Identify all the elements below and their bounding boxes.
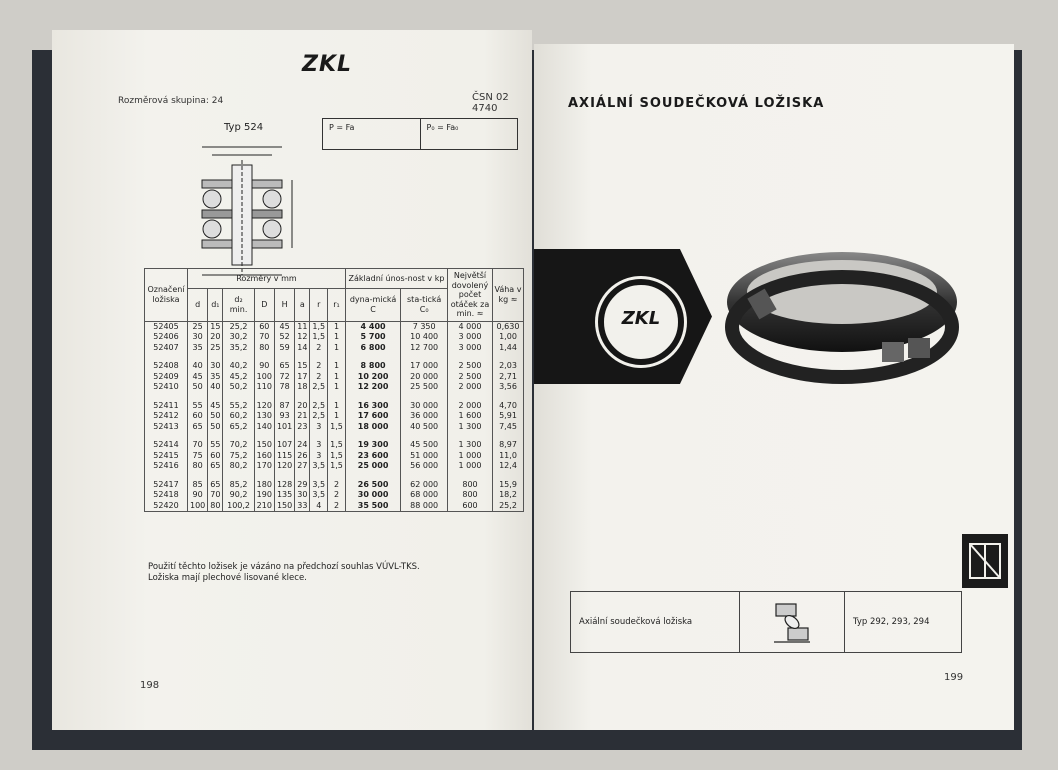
table-cell: 17 [295,372,310,383]
table-row [145,321,524,332]
table-cell: 52413 [145,422,188,433]
table-cell: 2,5 [310,382,328,393]
table-cell: 1,5 [310,321,328,332]
table-cell: 120 [274,461,294,472]
table-cell: 8,97 [493,440,524,451]
table-cell: 70,2 [223,440,254,451]
table-cell: 65 [208,480,223,491]
table-row [145,440,524,451]
header-static: sta-tická C₀ [401,288,448,321]
table-cell: 52420 [145,501,188,512]
table-row [145,332,524,343]
left-page [52,30,532,730]
table-row [145,343,524,354]
page-number-right: 199 [944,672,964,683]
formula-2: P₀ = Fa₀ [426,123,459,132]
table-cell: 52412 [145,411,188,422]
table-cell: 40,2 [223,361,254,372]
table-cell: 0,630 [493,321,524,332]
table-cell: 90,2 [223,490,254,501]
table-cell: 52416 [145,461,188,472]
table-cell: 52415 [145,451,188,462]
table-cell: 1 [328,401,346,412]
table-cell: 6 800 [345,343,400,354]
table-cell: 45 500 [401,440,448,451]
table-cell: 60 [208,451,223,462]
table-cell: 15,9 [493,480,524,491]
table-cell: 24 [295,440,310,451]
header-dynamic: dyna-mická C [345,288,400,321]
table-cell: 52405 [145,321,188,332]
table-cell: 18,2 [493,490,524,501]
table-cell: 88 000 [401,501,448,512]
table-row [145,461,524,472]
bearing-section-icon [772,600,812,644]
table-cell: 72 [274,372,294,383]
formula-box [322,118,518,150]
page-number-left: 198 [140,680,160,691]
table-cell: 40 [208,382,223,393]
table-cell: 65 [208,461,223,472]
table-cell: 3 000 [448,343,493,354]
table-cell: 3,5 [310,490,328,501]
table-row [145,411,524,422]
table-cell: 52409 [145,372,188,383]
table-cell: 20 000 [401,372,448,383]
table-cell: 30 000 [345,490,400,501]
table-cell: 70 [188,440,208,451]
table-cell: 1 [328,372,346,383]
table-cell: 70 [254,332,274,343]
table-cell: 1 [328,382,346,393]
table-cell: 25 [188,321,208,332]
header-d: d [188,288,208,321]
table-cell: 62 000 [401,480,448,491]
table-cell: 40 500 [401,422,448,433]
header-H: H [274,288,294,321]
table-cell: 2 [328,501,346,512]
table-cell: 2 000 [448,401,493,412]
type-label: Typ 524 [224,122,264,133]
table-cell: 4 [310,501,328,512]
table-cell: 3 [310,422,328,433]
table-cell: 93 [274,411,294,422]
table-cell: 25,2 [223,321,254,332]
table-row [145,372,524,383]
table-cell: 45 [188,372,208,383]
table-cell: 2,03 [493,361,524,372]
table-cell: 17 600 [345,411,400,422]
table-cell: 2,71 [493,372,524,383]
table-cell: 23 600 [345,451,400,462]
table-cell: 2 [310,361,328,372]
table-cell: 101 [274,422,294,433]
table-cell: 130 [254,411,274,422]
table-cell: 80 [188,461,208,472]
table-cell: 128 [274,480,294,491]
table-cell: 12,4 [493,461,524,472]
table-cell: 50,2 [223,382,254,393]
table-cell: 11 [295,321,310,332]
table-cell: 26 500 [345,480,400,491]
table-cell: 150 [274,501,294,512]
table-cell: 60 [188,411,208,422]
table-cell: 80 [208,501,223,512]
table-cell: 85 [188,480,208,491]
table-cell: 36 000 [401,411,448,422]
table-cell: 1 [328,411,346,422]
table-cell: 1,5 [328,440,346,451]
table-cell: 140 [254,422,274,433]
table-cell: 75,2 [223,451,254,462]
table-cell: 7 350 [401,321,448,332]
table-cell: 52418 [145,490,188,501]
table-cell: 180 [254,480,274,491]
table-cell: 100,2 [223,501,254,512]
table-cell: 160 [254,451,274,462]
table-cell: 15 [295,361,310,372]
table-cell: 52410 [145,382,188,393]
header-a: a [295,288,310,321]
table-cell: 4,70 [493,401,524,412]
table-cell: 65 [274,361,294,372]
table-cell: 87 [274,401,294,412]
table-cell: 800 [448,490,493,501]
table-cell: 75 [188,451,208,462]
table-cell: 30 [208,361,223,372]
table-cell: 33 [295,501,310,512]
brand-heading: ZKL [302,52,353,77]
table-cell: 107 [274,440,294,451]
table-cell: 3 [310,440,328,451]
table-cell: 56 000 [401,461,448,472]
table-cell: 17 000 [401,361,448,372]
table-cell: 25 000 [345,461,400,472]
table-cell: 1 [328,332,346,343]
table-cell: 21 [295,411,310,422]
legend-name: Axiální soudečková ložiska [571,592,740,652]
table-cell: 100 [188,501,208,512]
table-cell: 11,0 [493,451,524,462]
table-cell: 52411 [145,401,188,412]
table-cell: 210 [254,501,274,512]
table-cell: 14 [295,343,310,354]
header-weight: Váha v kg ≈ [493,269,524,322]
table-cell: 60 [254,321,274,332]
table-cell: 150 [254,440,274,451]
table-cell: 55 [188,401,208,412]
table-cell: 45,2 [223,372,254,383]
header-capacity: Základní únos-nost v kp [345,269,447,289]
bearing-cross-section-diagram [182,135,302,285]
table-cell: 80,2 [223,461,254,472]
table-cell: 90 [188,490,208,501]
table-cell: 5 700 [345,332,400,343]
table-cell: 190 [254,490,274,501]
table-cell: 1 [328,321,346,332]
table-cell: 1,00 [493,332,524,343]
table-cell: 1 300 [448,440,493,451]
header-designation: Označení ložiska [145,269,188,322]
table-cell: 3,5 [310,480,328,491]
table-cell: 68 000 [401,490,448,501]
table-cell: 3,56 [493,382,524,393]
header-dimensions: Rozměry v mm [188,269,346,289]
table-row [145,501,524,512]
header-r: r [310,288,328,321]
table-cell: 59 [274,343,294,354]
table-cell: 3 [310,451,328,462]
table-cell: 25 500 [401,382,448,393]
table-cell: 1 [328,361,346,372]
table-cell: 30 000 [401,401,448,412]
note-cages: Ložiska mají plechové lisované klece. [148,573,307,583]
table-cell: 10 400 [401,332,448,343]
table-cell: 20 [208,332,223,343]
table-cell: 78 [274,382,294,393]
table-cell: 1,5 [328,422,346,433]
table-cell: 2 500 [448,361,493,372]
zkl-logo: ZKL [598,279,684,365]
table-cell: 12 700 [401,343,448,354]
table-body [145,321,524,512]
table-cell: 35 [188,343,208,354]
table-cell: 3,5 [310,461,328,472]
right-page [534,44,1014,730]
table-cell: 29 [295,480,310,491]
table-cell: 1 600 [448,411,493,422]
table-cell: 600 [448,501,493,512]
table-cell: 2 [328,480,346,491]
table-cell: 23 [295,422,310,433]
table-cell: 55,2 [223,401,254,412]
table-cell: 50 [208,422,223,433]
table-cell: 2 [328,490,346,501]
table-cell: 45 [208,401,223,412]
legend-table [570,591,962,653]
table-cell: 70 [208,490,223,501]
formula-1: P = Fa [323,119,421,149]
table-row [145,382,524,393]
table-cell: 52407 [145,343,188,354]
standard-label: ČSN 02 4740 [472,92,509,114]
emblem-icon [962,534,1008,588]
table-cell: 12 200 [345,382,400,393]
table-row [145,451,524,462]
table-cell: 30 [295,490,310,501]
table-cell: 60,2 [223,411,254,422]
table-cell: 10 200 [345,372,400,383]
table-cell: 2 [310,372,328,383]
table-cell: 1,5 [310,332,328,343]
table-cell: 1 000 [448,461,493,472]
table-cell: 18 000 [345,422,400,433]
table-cell: 1,5 [328,461,346,472]
table-cell: 5,91 [493,411,524,422]
table-cell: 65 [188,422,208,433]
header-d1: d₁ [208,288,223,321]
table-cell: 1 [328,343,346,354]
section-title: AXIÁLNÍ SOUDEČKOVÁ LOŽISKA [568,96,825,111]
table-cell: 45 [274,321,294,332]
table-cell: 4 000 [448,321,493,332]
group-label: Rozměrová skupina: 24 [118,96,224,106]
table-cell: 65,2 [223,422,254,433]
table-cell: 25 [208,343,223,354]
header-D: D [254,288,274,321]
table-cell: 2 [310,343,328,354]
table-cell: 52 [274,332,294,343]
table-cell: 19 300 [345,440,400,451]
table-cell: 120 [254,401,274,412]
table-cell: 135 [274,490,294,501]
table-cell: 2 500 [448,372,493,383]
header-d2: d₂ min. [223,288,254,321]
table-cell: 16 300 [345,401,400,412]
table-cell: 50 [208,411,223,422]
table-cell: 800 [448,480,493,491]
table-cell: 35 500 [345,501,400,512]
table-cell: 27 [295,461,310,472]
table-cell: 1 000 [448,451,493,462]
table-cell: 110 [254,382,274,393]
table-row [145,480,524,491]
table-cell: 50 [188,382,208,393]
header-max-speed: Největší dovolený počet otáček za min. ≈ [448,269,493,322]
table-row [145,422,524,433]
table-cell: 2,5 [310,411,328,422]
bearing-dimensions-table [144,268,524,512]
table-cell: 1 300 [448,422,493,433]
table-cell: 52417 [145,480,188,491]
table-cell: 1,5 [328,451,346,462]
table-cell: 26 [295,451,310,462]
table-cell: 25,2 [493,501,524,512]
table-cell: 3 000 [448,332,493,343]
table-cell: 52406 [145,332,188,343]
table-cell: 52414 [145,440,188,451]
table-cell: 51 000 [401,451,448,462]
table-cell: 18 [295,382,310,393]
table-cell: 1,44 [493,343,524,354]
table-cell: 35,2 [223,343,254,354]
table-cell: 8 800 [345,361,400,372]
table-cell: 15 [208,321,223,332]
table-cell: 2 000 [448,382,493,393]
note-approval: Použití těchto ložisek je vázáno na předchozí souhlas VÚVL-TKS. [148,562,420,572]
table-cell: 20 [295,401,310,412]
table-cell: 35 [208,372,223,383]
table-cell: 80 [254,343,274,354]
table-cell: 2,5 [310,401,328,412]
table-cell: 115 [274,451,294,462]
table-cell: 52408 [145,361,188,372]
table-cell: 30,2 [223,332,254,343]
table-cell: 85,2 [223,480,254,491]
header-r1: r₁ [328,288,346,321]
table-cell: 4 400 [345,321,400,332]
table-cell: 40 [188,361,208,372]
notes [148,562,420,584]
table-cell: 12 [295,332,310,343]
table-cell: 30 [188,332,208,343]
table-row [145,490,524,501]
legend-diagram [740,592,845,652]
table-cell: 90 [254,361,274,372]
table-cell: 170 [254,461,274,472]
table-row [145,401,524,412]
table-cell: 7,45 [493,422,524,433]
table-cell: 55 [208,440,223,451]
table-row [145,361,524,372]
bearing-photo [712,232,962,392]
legend-types: Typ 292, 293, 294 [853,617,930,627]
table-cell: 100 [254,372,274,383]
